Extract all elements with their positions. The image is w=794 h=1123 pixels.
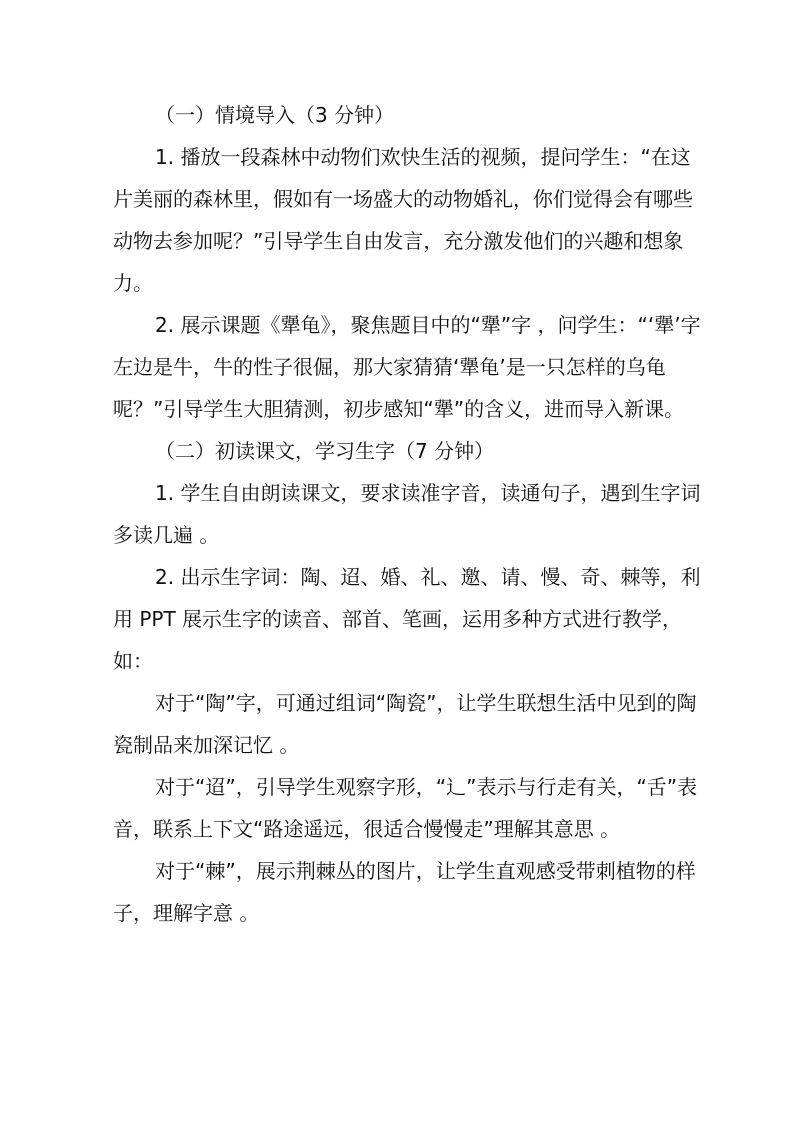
document-body	[113, 94, 703, 934]
paragraph-5: 对于“陶”字，可通过组词“陶瓷”，让学生联想生活中见到的陶瓷制品来加深记忆 。	[113, 691, 697, 757]
paragraph-4: 2. 出示生字词：陶、迢、婚、礼、邀、请、慢、奇、棘等，利用 PPT 展示生字的读音、部首、笔画，运用多种方式进行教学，如：	[113, 565, 701, 673]
paragraph-2: 2. 展示课题《犟龟》，聚焦题目中的“犟”字 ，问学生：“‘犟’字左边是牛，牛的性子很倔，那大家猜猜‘犟龟’是一只怎样的乌龟呢？”引导学生大胆猜测，初步感知“犟”的含义，进而导入新课。	[113, 313, 701, 421]
paragraph-1: 1. 播放一段森林中动物们欢快生活的视频，提问学生：“在这片美丽的森林里，假如有一场盛大的动物婚礼，你们觉得会有哪些动物去参加呢？”引导学生自由发言，充分激发他们的兴趣和想象力。	[113, 145, 693, 295]
paragraph-7: 对于“棘”，展示荆棘丛的图片，让学生直观感受带刺植物的样子，理解字意 。	[113, 859, 696, 925]
paragraph-6: 对于“迢”，引导学生观察字形，“辶”表示与行走有关，“舌”表音，联系上下文“路途遥远，很适合慢慢走”理解其意思 。	[113, 775, 698, 841]
section-heading-1: （一）情境导入（3 分钟）	[155, 103, 395, 127]
section-heading-2: （二）初读课文，学习生字（7 分钟）	[155, 439, 495, 463]
paragraph-3: 1. 学生自由朗读课文，要求读准字音，读通句子，遇到生字词多读几遍 。	[113, 481, 701, 547]
